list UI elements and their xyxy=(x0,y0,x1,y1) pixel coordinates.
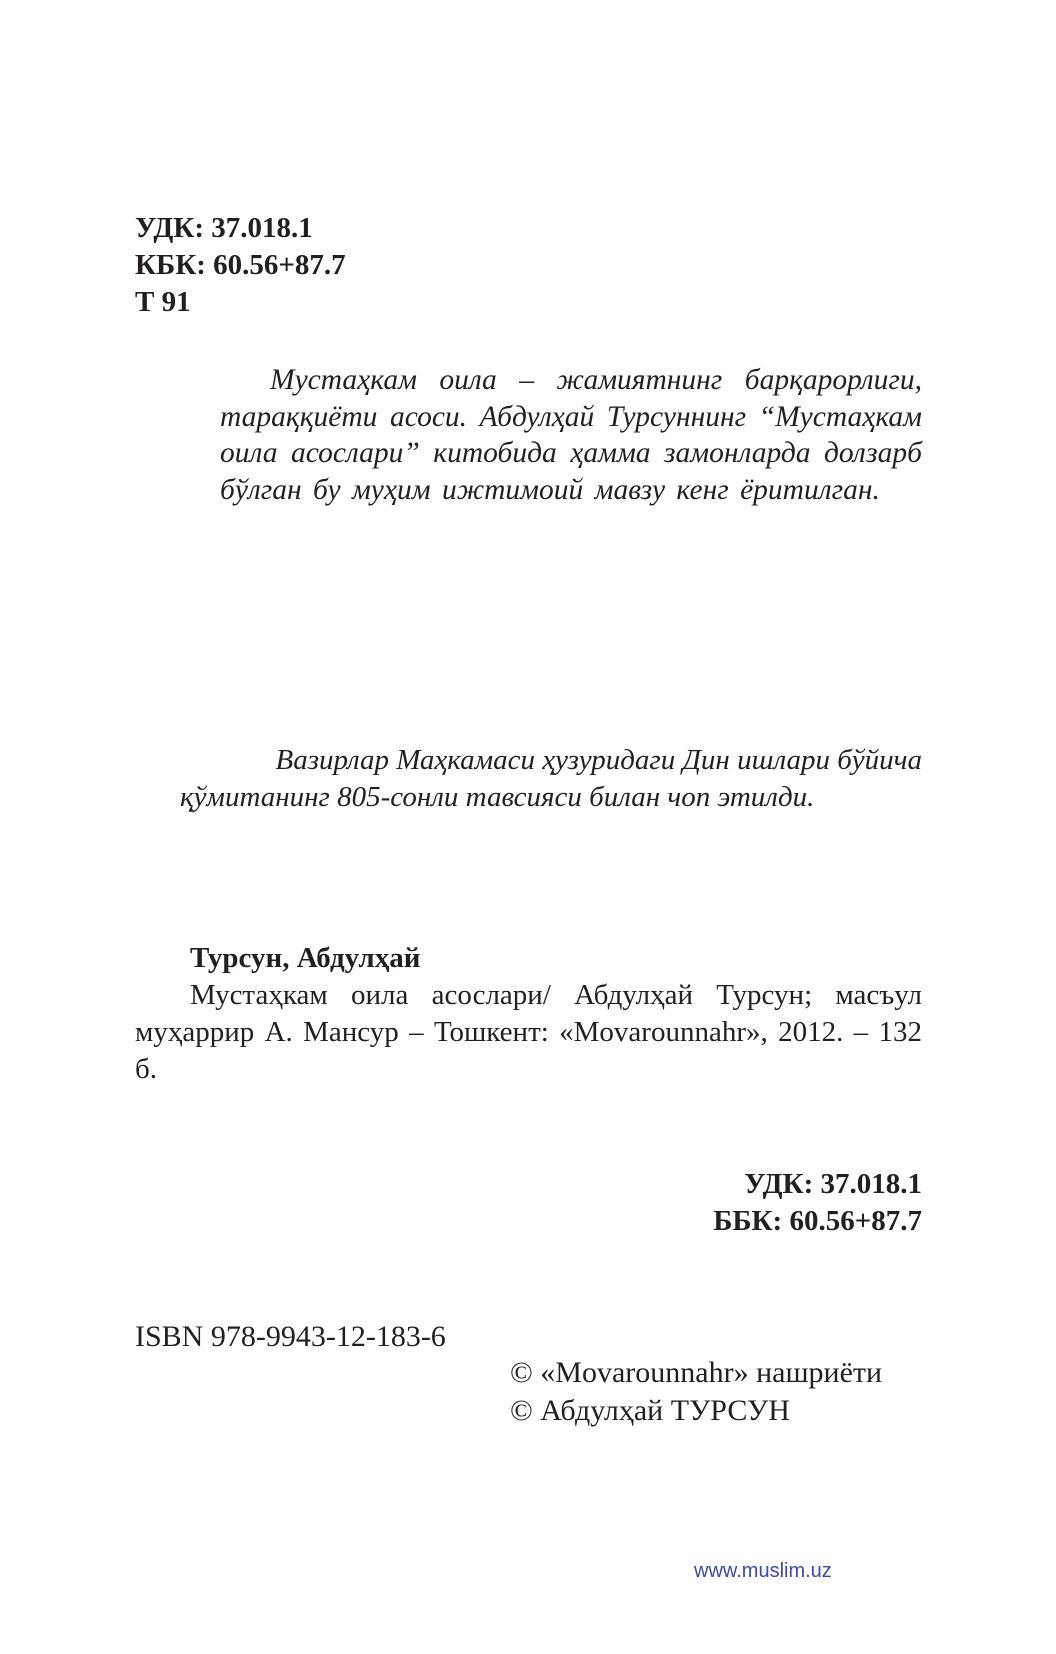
record-author: Турсун, Абдулҳай xyxy=(190,942,421,974)
record-description: Мустаҳкам оила асослари/ Абдулҳай Турсун; масъул муҳаррир А. Мансур – Тошкент: «Movarounnahr», 2012. – 132 б. xyxy=(135,979,922,1085)
classification-block-bottom xyxy=(713,1166,922,1240)
approval-note xyxy=(180,742,922,816)
classification-block-top xyxy=(135,210,346,321)
udk-code: УДК: 37.018.1 xyxy=(135,212,313,244)
copyright-author: © Абдулҳай ТУРСУН xyxy=(510,1394,790,1427)
kbk-code: КБК: 60.56+87.7 xyxy=(135,249,346,281)
abstract-text: Мустаҳкам оила – жамиятнинг барқарорлиги, тараққиёти асоси. Абдулҳай Турсуннинг “Мустаҳкам оила асослари” китобида ҳамма замонларда долзарб бўлган бу муҳим ижтимоий мавзу кенг ёритилган. xyxy=(220,364,922,506)
copyright-publisher: © «Movarounnahr» нашриёти xyxy=(510,1356,883,1389)
copyright-block xyxy=(510,1354,882,1430)
website-link[interactable]: www.muslim.uz xyxy=(694,1560,832,1582)
book-abstract xyxy=(220,362,922,508)
author-mark: Т 91 xyxy=(135,286,191,318)
bibliographic-record xyxy=(135,940,922,1088)
approval-line-2: қўмитанинг 805-сонли тавсияси билан чоп этилди. xyxy=(180,781,815,813)
approval-line-1: Вазирлар Маҳкамаси ҳузуридаги Дин ишлари бўйича xyxy=(275,744,922,776)
isbn-number: ISBN 978-9943-12-183-6 xyxy=(135,1320,446,1353)
udk-code-bottom: УДК: 37.018.1 xyxy=(744,1168,922,1200)
bbk-code: ББК: 60.56+87.7 xyxy=(713,1205,922,1237)
